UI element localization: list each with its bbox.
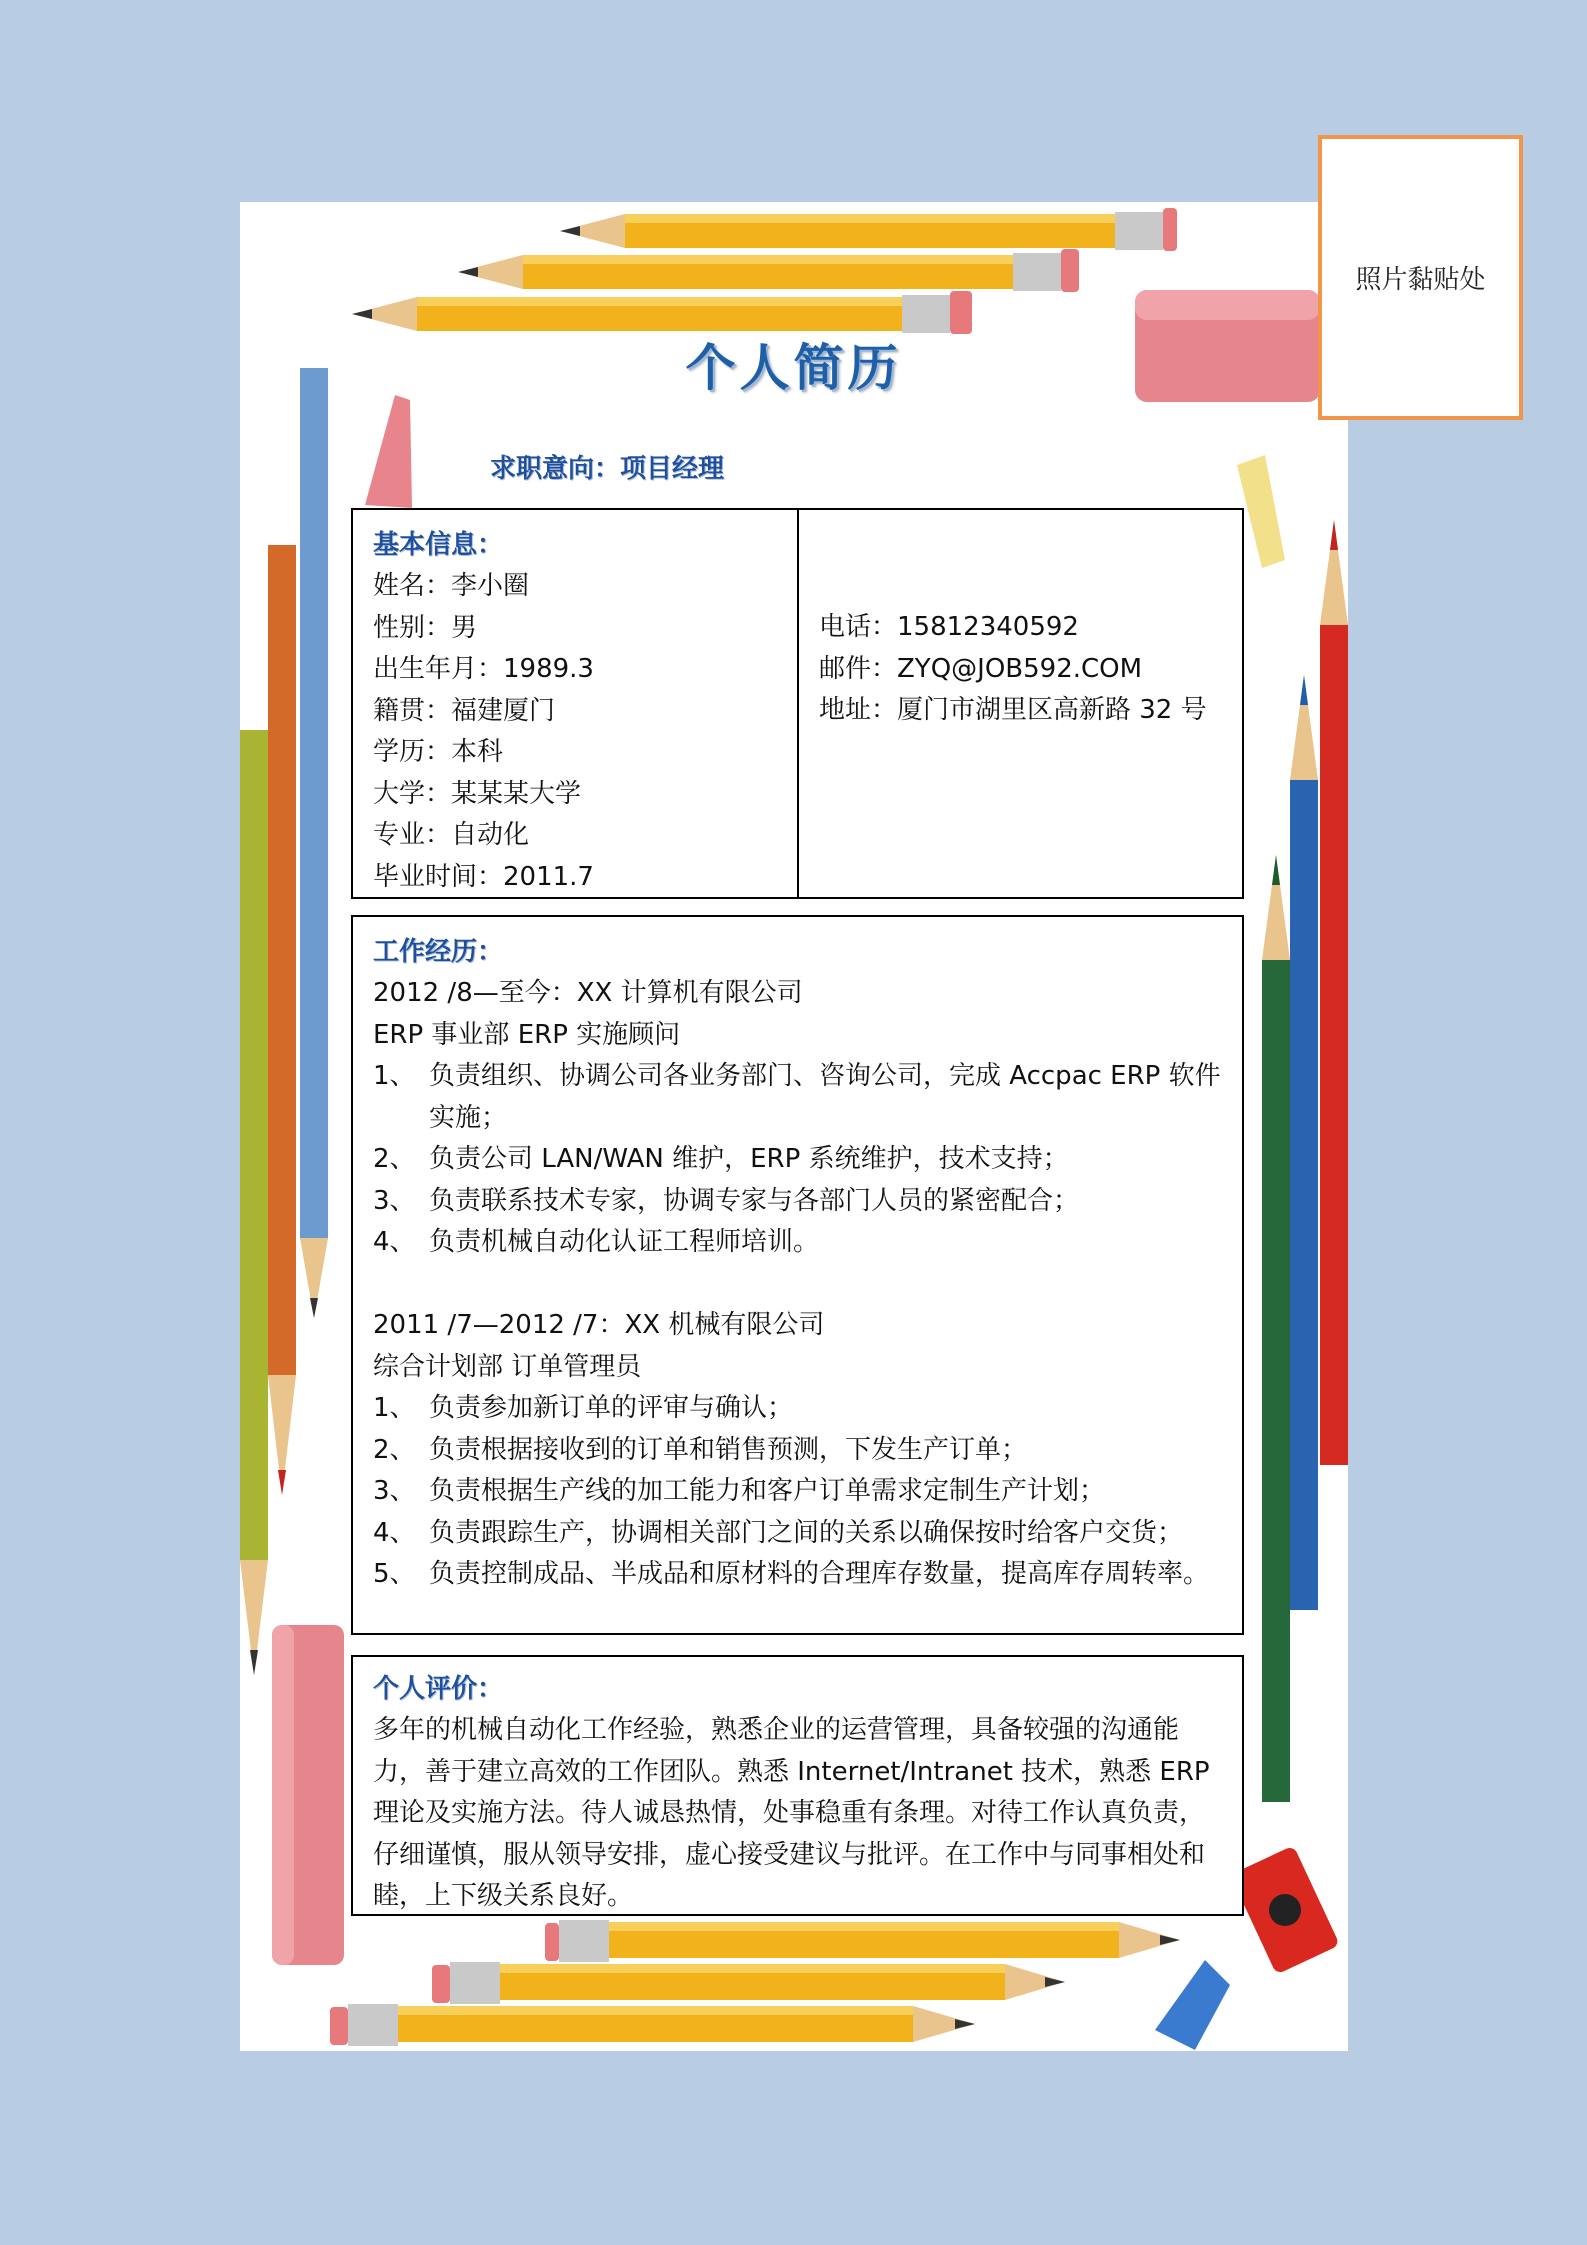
duty-item: [373, 1222, 1222, 1264]
duty-text: 负责根据接收到的订单和销售预测，下发生产订单；: [429, 1434, 1028, 1465]
job-period: 2012 /8—至今：XX 计算机有限公司: [373, 978, 803, 1008]
duty-number: 3、: [373, 1476, 416, 1506]
evaluation-heading: 个人评价：: [373, 1674, 504, 1704]
basic-info-left: [353, 510, 799, 897]
job-intent: 求职意向：项目经理: [490, 454, 725, 484]
duty-item: [373, 1056, 1222, 1139]
duty-text: 负责机械自动化认证工程师培训。: [429, 1227, 820, 1257]
info-degree: 学历：本科: [373, 737, 504, 767]
job-period: 2011 /7—2012 /7：XX 机械有限公司: [373, 1310, 825, 1340]
job-entry: [373, 1305, 1222, 1596]
info-university: 大学：某某某大学: [373, 778, 582, 809]
job-entry: [373, 973, 1222, 1264]
duty-number: 1、: [373, 1061, 416, 1091]
duty-text: 负责联系技术专家，协调专家与各部门人员的紧密配合；: [429, 1185, 1080, 1216]
duty-item: [373, 1388, 1222, 1430]
duty-number: 2、: [373, 1434, 416, 1465]
info-email: 邮件：ZYQ@JOB592.COM: [819, 653, 1143, 684]
duty-number: 5、: [373, 1559, 416, 1589]
info-address: 地址：厦门市湖里区高新路 32 号: [819, 695, 1207, 725]
duty-item: [373, 1139, 1222, 1181]
duty-text: 负责公司 LAN/WAN 维护，ERP 系统维护，技术支持；: [429, 1144, 1069, 1174]
spacer: [373, 1264, 1222, 1306]
duty-number: 4、: [373, 1517, 416, 1548]
duty-number: 3、: [373, 1185, 416, 1216]
info-major: 专业：自动化: [373, 820, 530, 850]
photo-placeholder: [1318, 135, 1523, 420]
duty-text: 负责控制成品、半成品和原材料的合理库存数量，提高库存周转率。: [429, 1559, 1210, 1589]
info-graduation: 毕业时间：2011.7: [373, 861, 594, 892]
job-department: 综合计划部 订单管理员: [373, 1351, 642, 1382]
evaluation-text: 多年的机械自动化工作经验，熟悉企业的运营管理，具备较强的沟通能力，善于建立高效的工作团队。熟悉 Internet/Intranet 技术，熟悉 ERP 理论及实施方法。待人诚恳热情，处事稳重有条理。对待工作认真负责，仔细谨慎，服从领导安排，虚心接受建议与批评。在工作中与同事相处和睦，上下级关系良好。: [373, 1715, 1210, 1911]
duty-number: 1、: [373, 1393, 416, 1423]
photo-placeholder-label: 照片黏贴处: [1355, 265, 1486, 295]
info-phone: 电话：15812340592: [819, 612, 1079, 642]
basic-info-section: [351, 508, 1244, 899]
duty-text: 负责根据生产线的加工能力和客户订单需求定制生产计划；: [429, 1476, 1106, 1506]
page-title: 个人简历: [685, 338, 902, 397]
duty-number: 2、: [373, 1144, 416, 1174]
duty-item: [373, 1513, 1222, 1555]
duty-text: 负责跟踪生产，协调相关部门之间的关系以确保按时给客户交货；: [429, 1517, 1184, 1548]
info-birth: 出生年月：1989.3: [373, 654, 594, 684]
info-gender: 性别：男: [373, 612, 478, 643]
basic-info-right: [819, 607, 1229, 732]
self-evaluation-section: [351, 1655, 1244, 1916]
duty-item: [373, 1181, 1222, 1223]
info-hometown: 籍贯：福建厦门: [373, 695, 556, 726]
duty-item: [373, 1471, 1222, 1513]
info-name: 姓名：李小圈: [373, 571, 530, 601]
duty-number: 4、: [373, 1227, 416, 1257]
duty-text: 负责组织、协调公司各业务部门、咨询公司，完成 Accpac ERP 软件实施；: [429, 1061, 1221, 1133]
work-experience-section: [351, 915, 1244, 1635]
job-department: ERP 事业部 ERP 实施顾问: [373, 1019, 681, 1050]
work-heading: 工作经历：: [373, 937, 504, 967]
basic-info-heading: 基本信息：: [373, 530, 504, 560]
duty-item: [373, 1554, 1222, 1596]
duty-item: [373, 1430, 1222, 1472]
duty-text: 负责参加新订单的评审与确认；: [429, 1393, 794, 1423]
